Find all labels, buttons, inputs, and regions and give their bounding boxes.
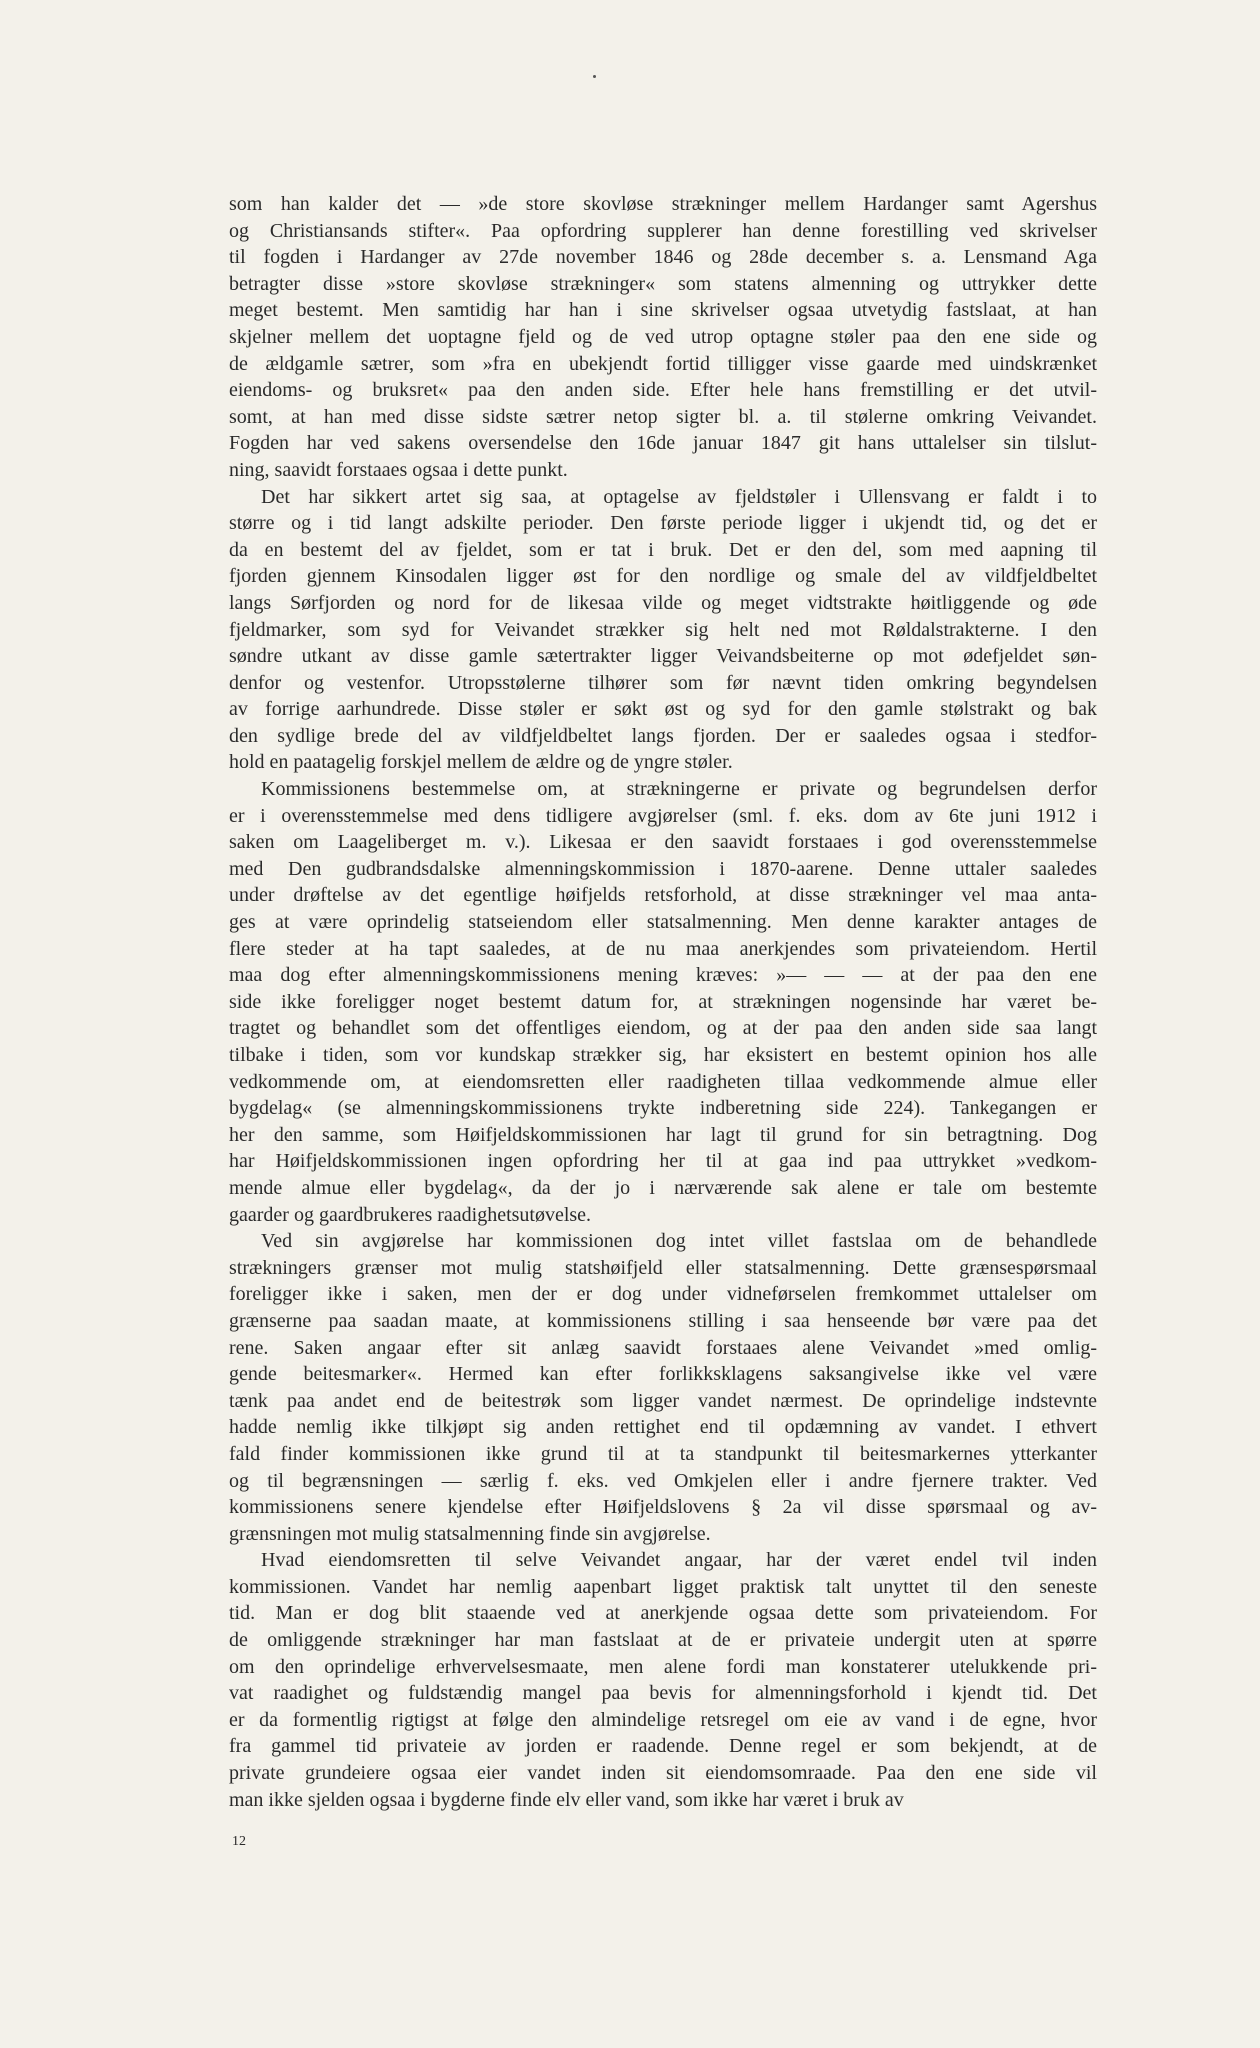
text-line: til fogden i Hardanger av 27de november 1846 og 28de december s. a. Lensmand Aga xyxy=(229,246,1097,269)
text-line: den sydlige brede del av vildfjeldbeltet langs fjorden. Der er saaledes ogsaa i stedfor- xyxy=(229,724,1097,747)
text-line: om den oprindelige erhvervelsesmaate, men alene fordi man konstaterer utelukkende pri- xyxy=(229,1655,1097,1678)
text-line: denfor og vestenfor. Utropsstølerne tilhører som før nævnt tiden omkring begyndelsen xyxy=(229,671,1097,694)
text-line: gaarder og gaardbrukeres raadighetsutøvelse. xyxy=(229,1203,592,1226)
text-line: fra gammel tid privateie av jorden er raadende. Denne regel er som bekjendt, at de xyxy=(229,1735,1097,1758)
text-line: meget bestemt. Men samtidig har han i sine skrivelser ogsaa utvetydig fastslaat, at han xyxy=(229,299,1097,322)
text-line: større og i tid langt adskilte perioder. Den første periode ligger i ukjendt tid, og det er xyxy=(229,512,1097,535)
text-line: kommissionens senere kjendelse efter Høifjeldslovens § 2a vil disse spørsmaal og av- xyxy=(229,1496,1097,1519)
text-line: somt, at han med disse sidste sætrer netop sigter bl. a. til stølerne omkring Veivandet. xyxy=(229,405,1097,428)
text-line: tid. Man er dog blit staaende ved at anerkjende ogsaa dette som privateiendom. For xyxy=(229,1602,1097,1625)
text-line: tragtet og behandlet som det offentliges eiendom, og at der paa den anden side saa langt xyxy=(229,1017,1097,1040)
text-line: og Christiansands stifter«. Paa opfordring supplerer han denne forestilling ved skrivelser xyxy=(229,219,1097,242)
paragraph xyxy=(229,1547,1097,1813)
text-line: har Høifjeldskommissionen ingen opfordring her til at gaa ind paa uttrykket »vedkom- xyxy=(229,1150,1097,1173)
text-line: flere steder at ha tapt saaledes, at de nu maa anerkjendes som privateiendom. Hertil xyxy=(229,937,1097,960)
body-text xyxy=(229,191,1097,1813)
text-line: under drøftelse av det egentlige høifjelds retsforhold, at disse strækninger vel maa anta- xyxy=(229,884,1097,907)
text-line: vedkommende om, at eiendomsretten eller raadigheten tillaa vedkommende almue eller xyxy=(229,1070,1097,1093)
text-line: og til begrænsningen — særlig f. eks. ved Omkjelen eller i andre fjernere trakter. Ved xyxy=(229,1469,1097,1492)
text-line: ning, saavidt forstaaes ogsaa i dette punkt. xyxy=(229,458,568,481)
text-line: hadde nemlig ikke tilkjøpt sig anden rettighet end til opdæmning av vandet. I ethvert xyxy=(229,1416,1097,1439)
text-line: skjelner mellem det uoptagne fjeld og de ved utrop optagne støler paa den ene side og xyxy=(229,325,1097,348)
text-line: ges at være oprindelig statseiendom eller statsalmenning. Men denne karakter antages de xyxy=(229,911,1097,934)
text-line: som han kalder det — »de store skovløse strækninger mellem Hardanger samt Agershus xyxy=(229,193,1097,215)
text-line: gende beitesmarker«. Hermed kan efter forlikksklagens saksangivelse ikke vel være xyxy=(229,1363,1097,1386)
text-line: er da formentlig rigtigst at følge den almindelige retsregel om eie av vand i de egne, hvor xyxy=(229,1708,1097,1731)
text-line: er i overensstemmelse med dens tidligere avgjørelser (sml. f. eks. dom av 6te juni 1912 i xyxy=(229,804,1097,827)
text-line: tilbake i tiden, som vor kundskap strækker sig, har eksistert en bestemt opinion hos alle xyxy=(229,1044,1097,1066)
text-line: Ved sin avgjørelse har kommissionen dog intet villet fastslaa om de behandlede xyxy=(261,1230,1097,1253)
text-line: de ældgamle sætrer, som »fra en ubekjendt fortid tilligger visse gaarde med uindskrænket xyxy=(229,352,1097,375)
text-line: søndre utkant av disse gamle sætertrakter ligger Veivandsbeiterne op mot ødefjeldet søn- xyxy=(229,645,1097,668)
text-line: eiendoms- og bruksret« paa den anden side. Efter hele hans fremstilling er det utvil- xyxy=(229,379,1097,402)
text-line: fald finder kommissionen ikke grund til at ta standpunkt til beitesmarkernes ytterkanter xyxy=(229,1442,1097,1465)
footer-page-number: 12 xyxy=(232,1834,246,1849)
paragraph xyxy=(229,484,1097,777)
text-line: Kommissionens bestemmelse om, at strækningerne er private og begrundelsen derfor xyxy=(261,778,1097,801)
text-line: saken om Laageliberget m. v.). Likesaa er den saavidt forstaaes i god overensstemmelse xyxy=(229,831,1097,854)
paragraph xyxy=(229,1228,1097,1547)
text-line: grænserne paa saadan maate, at kommissionens stilling i saa henseende bør være paa det xyxy=(229,1309,1097,1332)
text-line: fjorden gjennem Kinsodalen ligger øst for den nordlige og smale del av vildfjeldbeltet xyxy=(229,565,1097,588)
text-line: fjeldmarker, som syd for Veivandet strækker sig helt ned mot Røldalstrakterne. I den xyxy=(229,618,1097,641)
text-line: Hvad eiendomsretten til selve Veivandet angaar, har der været endel tvil inden xyxy=(261,1549,1097,1572)
page-mark xyxy=(593,75,596,78)
text-line: private grundeiere ogsaa eier vandet inden sit eiendomsomraade. Paa den ene side vil xyxy=(229,1762,1097,1785)
paragraph xyxy=(229,776,1097,1228)
text-line: av forrige aarhundrede. Disse støler er søkt øst og syd for den gamle stølstrakt og bak xyxy=(229,698,1097,721)
text-line: Det har sikkert artet sig saa, at optagelse av fjeldstøler i Ullensvang er faldt i to xyxy=(261,485,1097,508)
text-line: mende almue eller bygdelag«, da der jo i nærværende sak alene er tale om bestemte xyxy=(229,1176,1097,1199)
text-line: tænk paa andet end de beitestrøk som ligger vandet nærmest. De oprindelige indstevnte xyxy=(229,1389,1097,1412)
text-line: foreligger ikke i saken, men der er dog under vidneførselen fremkommet uttalelser om xyxy=(229,1283,1097,1306)
text-line: her den samme, som Høifjeldskommissionen har lagt til grund for sin betragtning. Dog xyxy=(229,1123,1097,1146)
text-line: langs Sørfjorden og nord for de likesaa vilde og meget vidtstrakte høitliggende og øde xyxy=(229,591,1097,614)
text-line: strækningers grænser mot mulig statshøifjeld eller statsalmenning. Dette grænsespørsmaal xyxy=(229,1256,1097,1279)
text-line: side ikke foreligger noget bestemt datum for, at strækningen nogensinde har været be- xyxy=(229,990,1097,1013)
text-line: betragter disse »store skovløse strækninger« som statens almenning og uttrykker dette xyxy=(229,272,1097,295)
text-line: da en bestemt del av fjeldet, som er tat i bruk. Det er den del, som med aapning til xyxy=(229,538,1097,561)
text-line: maa dog efter almenningskommissionens mening kræves: »— — — at der paa den ene xyxy=(229,964,1097,987)
text-line: man ikke sjelden ogsaa i bygderne finde elv eller vand, som ikke har været i bruk av xyxy=(229,1788,904,1811)
text-line: med Den gudbrandsdalske almenningskommission i 1870-aarene. Denne uttaler saaledes xyxy=(229,857,1097,880)
text-line: rene. Saken angaar efter sit anlæg saavidt forstaaes alene Veivandet »med omlig- xyxy=(229,1336,1097,1359)
paragraph xyxy=(229,191,1097,484)
text-line: vat raadighet og fuldstændig mangel paa bevis for almenningsforhold i kjendt tid. Det xyxy=(229,1682,1097,1705)
text-line: hold en paatagelig forskjel mellem de ældre og de yngre støler. xyxy=(229,751,733,774)
text-line: grænsningen mot mulig statsalmenning finde sin avgjørelse. xyxy=(229,1522,711,1545)
text-line: bygdelag« (se almenningskommissionens trykte indberetning side 224). Tankegangen er xyxy=(229,1097,1097,1120)
text-line: kommissionen. Vandet har nemlig aapenbart ligget praktisk talt unyttet til den seneste xyxy=(229,1575,1097,1598)
text-line: de omliggende strækninger har man fastslaat at de er privateie undergit uten at spørre xyxy=(229,1629,1097,1652)
text-line: Fogden har ved sakens oversendelse den 16de januar 1847 git hans uttalelser sin tilslut- xyxy=(229,432,1097,455)
